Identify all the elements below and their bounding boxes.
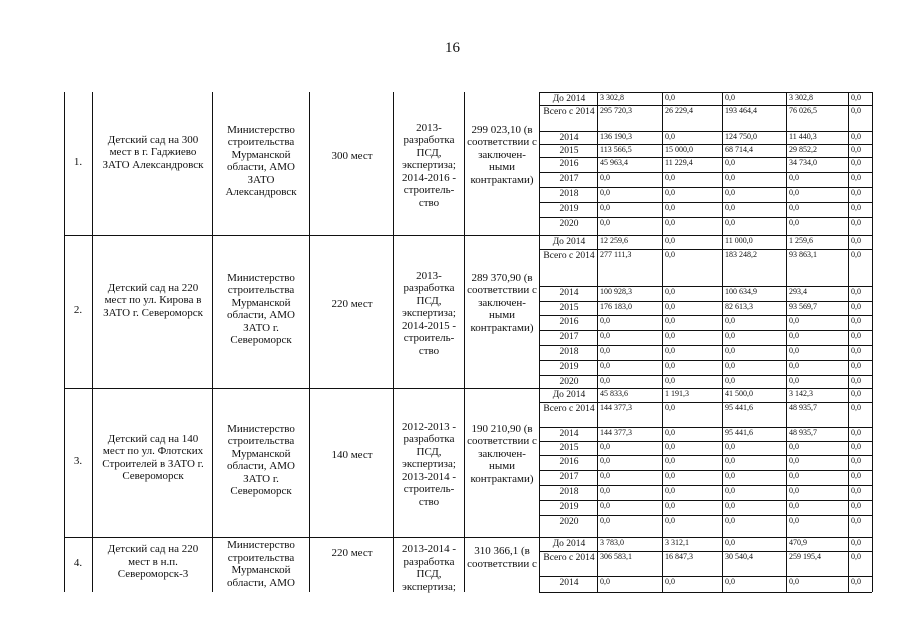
table-column-rule bbox=[662, 92, 663, 592]
year-label: 2014 bbox=[559, 578, 579, 588]
amount-cell: 0,0 bbox=[851, 106, 861, 115]
total-cost: 299 023,10 (в соответствии с заключен-ными контрактами) bbox=[467, 123, 537, 186]
table-column-rule bbox=[539, 92, 540, 592]
amount-cell: 0,0 bbox=[851, 361, 861, 370]
amount-cell: 0,0 bbox=[851, 486, 861, 495]
amount-cell: 295 720,3 bbox=[600, 106, 632, 115]
amount-cell: 29 852,2 bbox=[789, 145, 817, 154]
year-label: 2020 bbox=[559, 219, 579, 229]
amount-cell: 176 183,0 bbox=[600, 302, 632, 311]
object-name: Детский сад на 300 мест в г. Гаджиево ЗАТО Александровск bbox=[102, 133, 204, 171]
table-column-rule bbox=[597, 92, 598, 592]
amount-cell: 0,0 bbox=[789, 316, 799, 325]
amount-cell: 0,0 bbox=[851, 132, 861, 141]
amount-cell: 193 464,4 bbox=[725, 106, 757, 115]
amount-cell: 0,0 bbox=[851, 302, 861, 311]
amount-cell: 0,0 bbox=[789, 361, 799, 370]
amount-cell: 0,0 bbox=[600, 203, 610, 212]
amount-cell: 0,0 bbox=[665, 188, 675, 197]
amount-cell: 0,0 bbox=[665, 471, 675, 480]
amount-cell: 0,0 bbox=[665, 250, 675, 259]
amount-cell: 0,0 bbox=[789, 203, 799, 212]
amount-cell: 0,0 bbox=[665, 132, 675, 141]
amount-cell: 0,0 bbox=[725, 158, 735, 167]
amount-cell: 16 847,3 bbox=[665, 552, 693, 561]
amount-cell: 0,0 bbox=[665, 361, 675, 370]
amount-cell: 0,0 bbox=[725, 471, 735, 480]
amount-cell: 93 863,1 bbox=[789, 250, 817, 259]
amount-cell: 0,0 bbox=[851, 552, 861, 561]
year-label: 2014 bbox=[559, 133, 579, 143]
amount-cell: 124 750,0 bbox=[725, 132, 757, 141]
amount-cell: 100 634,9 bbox=[725, 287, 757, 296]
amount-cell: 277 111,3 bbox=[600, 250, 632, 259]
object-name: Детский сад на 140 мест по ул. Флотских Строителей в ЗАТО г. Североморск bbox=[102, 432, 204, 482]
row-number: 1. bbox=[73, 155, 83, 168]
amount-cell: 0,0 bbox=[789, 486, 799, 495]
capacity: 220 мест bbox=[331, 547, 373, 559]
amount-cell: 82 613,3 bbox=[725, 302, 753, 311]
amount-cell: 0,0 bbox=[665, 486, 675, 495]
amount-cell: 0,0 bbox=[725, 346, 735, 355]
year-label: 2014 bbox=[559, 429, 579, 439]
amount-cell: 0,0 bbox=[851, 250, 861, 259]
amount-cell: 45 963,4 bbox=[600, 158, 628, 167]
amount-cell: 0,0 bbox=[600, 577, 610, 586]
amount-cell: 93 569,7 bbox=[789, 302, 817, 311]
year-label: До 2014 bbox=[552, 390, 586, 400]
amount-cell: 76 026,5 bbox=[789, 106, 817, 115]
year-label: 2014 bbox=[559, 288, 579, 298]
amount-cell: 0,0 bbox=[851, 516, 861, 525]
amount-cell: 0,0 bbox=[851, 346, 861, 355]
amount-cell: 0,0 bbox=[600, 486, 610, 495]
amount-cell: 0,0 bbox=[600, 218, 610, 227]
amount-cell: 0,0 bbox=[789, 346, 799, 355]
responsible-org: Министерство строительства Мурманской области, АМО ЗАТО г. Североморск bbox=[227, 271, 295, 346]
amount-cell: 136 190,3 bbox=[600, 132, 632, 141]
amount-cell: 0,0 bbox=[851, 403, 861, 412]
amount-cell: 0,0 bbox=[789, 218, 799, 227]
amount-cell: 0,0 bbox=[665, 236, 675, 245]
amount-cell: 306 583,1 bbox=[600, 552, 632, 561]
amount-cell: 0,0 bbox=[789, 577, 799, 586]
amount-cell: 0,0 bbox=[725, 376, 735, 385]
object-name: Детский сад на 220 мест в н.п. Североморск-3 bbox=[107, 543, 199, 580]
amount-cell: 144 377,3 bbox=[600, 428, 632, 437]
total-cost: 310 366,1 (в соответствии с bbox=[467, 545, 537, 570]
amount-cell: 183 248,2 bbox=[725, 250, 757, 259]
amount-cell: 470,9 bbox=[789, 538, 807, 547]
amount-cell: 0,0 bbox=[851, 158, 861, 167]
amount-cell: 0,0 bbox=[725, 501, 735, 510]
year-label: 2018 bbox=[559, 189, 579, 199]
amount-cell: 100 928,3 bbox=[600, 287, 632, 296]
amount-cell: 0,0 bbox=[725, 93, 735, 102]
amount-cell: 0,0 bbox=[789, 188, 799, 197]
amount-cell: 0,0 bbox=[600, 516, 610, 525]
row-number: 2. bbox=[73, 303, 83, 316]
amount-cell: 11 000,0 bbox=[725, 236, 753, 245]
year-label: 2018 bbox=[559, 347, 579, 357]
amount-cell: 12 259,6 bbox=[600, 236, 628, 245]
year-label: 2018 bbox=[559, 487, 579, 497]
total-cost: 190 210,90 (в соответствии с заключен-ными контрактами) bbox=[467, 422, 537, 485]
amount-cell: 68 714,4 bbox=[725, 145, 753, 154]
amount-cell: 41 500,0 bbox=[725, 389, 753, 398]
amount-cell: 3 312,1 bbox=[665, 538, 689, 547]
year-label: Всего с 2014 bbox=[543, 404, 595, 414]
amount-cell: 0,0 bbox=[725, 442, 735, 451]
amount-cell: 0,0 bbox=[789, 331, 799, 340]
responsible-org: Министерство строительства Мурманской области, АМО bbox=[227, 539, 295, 589]
amount-cell: 0,0 bbox=[665, 173, 675, 182]
amount-cell: 0,0 bbox=[851, 577, 861, 586]
amount-cell: 0,0 bbox=[851, 471, 861, 480]
amount-cell: 0,0 bbox=[851, 376, 861, 385]
stages: 2012-2013 - разработка ПСД, экспертиза; 2013-2014 - строитель-ство bbox=[401, 420, 457, 508]
amount-cell: 0,0 bbox=[851, 428, 861, 437]
stages: 2013-разработка ПСД, экспертиза; 2014-2016 - строитель-ство bbox=[401, 121, 457, 209]
year-label: 2019 bbox=[559, 502, 579, 512]
amount-cell: 26 229,4 bbox=[665, 106, 693, 115]
amount-cell: 0,0 bbox=[665, 331, 675, 340]
amount-cell: 0,0 bbox=[851, 236, 861, 245]
amount-cell: 113 566,5 bbox=[600, 145, 632, 154]
amount-cell: 0,0 bbox=[725, 218, 735, 227]
year-label: Всего с 2014 bbox=[543, 553, 595, 563]
amount-cell: 0,0 bbox=[665, 93, 675, 102]
amount-cell: 0,0 bbox=[665, 428, 675, 437]
amount-cell: 0,0 bbox=[851, 442, 861, 451]
amount-cell: 0,0 bbox=[725, 203, 735, 212]
amount-cell: 48 935,7 bbox=[789, 428, 817, 437]
amount-cell: 0,0 bbox=[665, 516, 675, 525]
page-number: 16 bbox=[445, 40, 460, 56]
capacity: 220 мест bbox=[331, 297, 373, 310]
amount-cell: 0,0 bbox=[789, 456, 799, 465]
amount-cell: 0,0 bbox=[600, 442, 610, 451]
amount-cell: 0,0 bbox=[851, 316, 861, 325]
amount-cell: 0,0 bbox=[851, 93, 861, 102]
amount-cell: 0,0 bbox=[789, 442, 799, 451]
amount-cell: 0,0 bbox=[789, 173, 799, 182]
year-label: Всего с 2014 bbox=[543, 107, 595, 117]
row-number: 3. bbox=[73, 454, 83, 467]
amount-cell: 0,0 bbox=[851, 203, 861, 212]
amount-cell: 3 783,0 bbox=[600, 538, 624, 547]
amount-cell: 3 302,8 bbox=[789, 93, 813, 102]
amount-cell: 0,0 bbox=[665, 203, 675, 212]
amount-cell: 0,0 bbox=[665, 501, 675, 510]
amount-cell: 0,0 bbox=[600, 346, 610, 355]
amount-cell: 95 441,6 bbox=[725, 428, 753, 437]
amount-cell: 0,0 bbox=[600, 316, 610, 325]
capacity: 300 мест bbox=[331, 149, 373, 162]
amount-cell: 144 377,3 bbox=[600, 403, 632, 412]
amount-cell: 11 229,4 bbox=[665, 158, 693, 167]
amount-cell: 0,0 bbox=[600, 173, 610, 182]
amount-cell: 0,0 bbox=[789, 501, 799, 510]
table-column-rule bbox=[212, 92, 213, 592]
year-label: 2015 bbox=[559, 146, 579, 156]
amount-cell: 15 000,0 bbox=[665, 145, 693, 154]
year-label: 2017 bbox=[559, 472, 579, 482]
amount-cell: 1 191,3 bbox=[665, 389, 689, 398]
amount-cell: 259 195,4 bbox=[789, 552, 821, 561]
amount-cell: 0,0 bbox=[600, 361, 610, 370]
amount-cell: 0,0 bbox=[725, 516, 735, 525]
amount-cell: 0,0 bbox=[725, 577, 735, 586]
year-label: 2017 bbox=[559, 174, 579, 184]
amount-cell: 0,0 bbox=[725, 361, 735, 370]
amount-cell: 0,0 bbox=[665, 287, 675, 296]
amount-cell: 0,0 bbox=[600, 331, 610, 340]
table-column-rule bbox=[393, 92, 394, 592]
year-label: До 2014 bbox=[552, 94, 586, 104]
amount-cell: 0,0 bbox=[789, 516, 799, 525]
amount-cell: 48 935,7 bbox=[789, 403, 817, 412]
row-number: 4. bbox=[73, 556, 83, 569]
amount-cell: 0,0 bbox=[851, 538, 861, 547]
amount-cell: 0,0 bbox=[725, 188, 735, 197]
year-label: 2020 bbox=[559, 377, 579, 387]
amount-cell: 0,0 bbox=[851, 501, 861, 510]
amount-cell: 1 259,6 bbox=[789, 236, 813, 245]
amount-cell: 0,0 bbox=[851, 188, 861, 197]
amount-cell: 0,0 bbox=[851, 173, 861, 182]
year-label: 2016 bbox=[559, 317, 579, 327]
object-name: Детский сад на 220 мест по ул. Кирова в ЗАТО г. Североморск bbox=[103, 281, 203, 319]
amount-cell: 34 734,0 bbox=[789, 158, 817, 167]
amount-cell: 0,0 bbox=[725, 331, 735, 340]
table-column-rule bbox=[848, 92, 849, 592]
amount-cell: 0,0 bbox=[665, 376, 675, 385]
table-column-rule bbox=[464, 92, 465, 592]
year-label: 2020 bbox=[559, 517, 579, 527]
table-column-rule bbox=[872, 92, 873, 592]
amount-cell: 3 142,3 bbox=[789, 389, 813, 398]
amount-cell: 0,0 bbox=[665, 577, 675, 586]
year-label: 2019 bbox=[559, 362, 579, 372]
capacity: 140 мест bbox=[331, 448, 373, 461]
amount-cell: 30 540,4 bbox=[725, 552, 753, 561]
amount-cell: 0,0 bbox=[665, 218, 675, 227]
year-label: До 2014 bbox=[552, 539, 586, 549]
year-label: До 2014 bbox=[552, 237, 586, 247]
total-cost: 289 370,90 (в соответствии с заключен-ными контрактами) bbox=[467, 271, 537, 334]
amount-cell: 45 833,6 bbox=[600, 389, 628, 398]
amount-cell: 3 302,8 bbox=[600, 93, 624, 102]
table-column-rule bbox=[309, 92, 310, 592]
amount-cell: 0,0 bbox=[600, 376, 610, 385]
stages: 2013-разработка ПСД, экспертиза; 2014-2015 - строитель-ство bbox=[401, 269, 457, 357]
amount-cell: 0,0 bbox=[665, 442, 675, 451]
amount-cell: 0,0 bbox=[600, 471, 610, 480]
stages: 2013-2014 - разработка ПСД, экспертиза; bbox=[401, 543, 457, 593]
amount-cell: 0,0 bbox=[725, 456, 735, 465]
year-label: 2015 bbox=[559, 443, 579, 453]
amount-cell: 0,0 bbox=[725, 316, 735, 325]
amount-cell: 0,0 bbox=[600, 456, 610, 465]
amount-cell: 0,0 bbox=[665, 316, 675, 325]
amount-cell: 0,0 bbox=[851, 287, 861, 296]
year-label: 2017 bbox=[559, 332, 579, 342]
year-label: 2016 bbox=[559, 457, 579, 467]
amount-cell: 11 440,3 bbox=[789, 132, 817, 141]
amount-cell: 0,0 bbox=[600, 501, 610, 510]
responsible-org: Министерство строительства Мурманской области, АМО ЗАТО г. Североморск bbox=[227, 422, 295, 497]
table-column-rule bbox=[64, 92, 65, 592]
amount-cell: 0,0 bbox=[789, 471, 799, 480]
amount-cell: 0,0 bbox=[851, 145, 861, 154]
table-column-rule bbox=[92, 92, 93, 592]
responsible-org: Министерство строительства Мурманской области, АМО ЗАТО Александровск bbox=[225, 123, 297, 198]
amount-cell: 0,0 bbox=[665, 346, 675, 355]
year-label: Всего с 2014 bbox=[543, 251, 595, 261]
amount-cell: 0,0 bbox=[851, 389, 861, 398]
table-column-rule bbox=[722, 92, 723, 592]
amount-cell: 0,0 bbox=[725, 173, 735, 182]
amount-cell: 0,0 bbox=[725, 538, 735, 547]
table-column-rule bbox=[786, 92, 787, 592]
amount-cell: 0,0 bbox=[665, 302, 675, 311]
table-row-rule bbox=[539, 592, 872, 593]
amount-cell: 0,0 bbox=[851, 456, 861, 465]
year-label: 2019 bbox=[559, 204, 579, 214]
year-label: 2016 bbox=[559, 159, 579, 169]
amount-cell: 95 441,6 bbox=[725, 403, 753, 412]
year-label: 2015 bbox=[559, 303, 579, 313]
amount-cell: 0,0 bbox=[851, 218, 861, 227]
budget-table bbox=[64, 92, 872, 592]
amount-cell: 0,0 bbox=[665, 456, 675, 465]
amount-cell: 0,0 bbox=[665, 403, 675, 412]
amount-cell: 0,0 bbox=[725, 486, 735, 495]
amount-cell: 0,0 bbox=[600, 188, 610, 197]
amount-cell: 0,0 bbox=[789, 376, 799, 385]
amount-cell: 0,0 bbox=[851, 331, 861, 340]
amount-cell: 293,4 bbox=[789, 287, 807, 296]
